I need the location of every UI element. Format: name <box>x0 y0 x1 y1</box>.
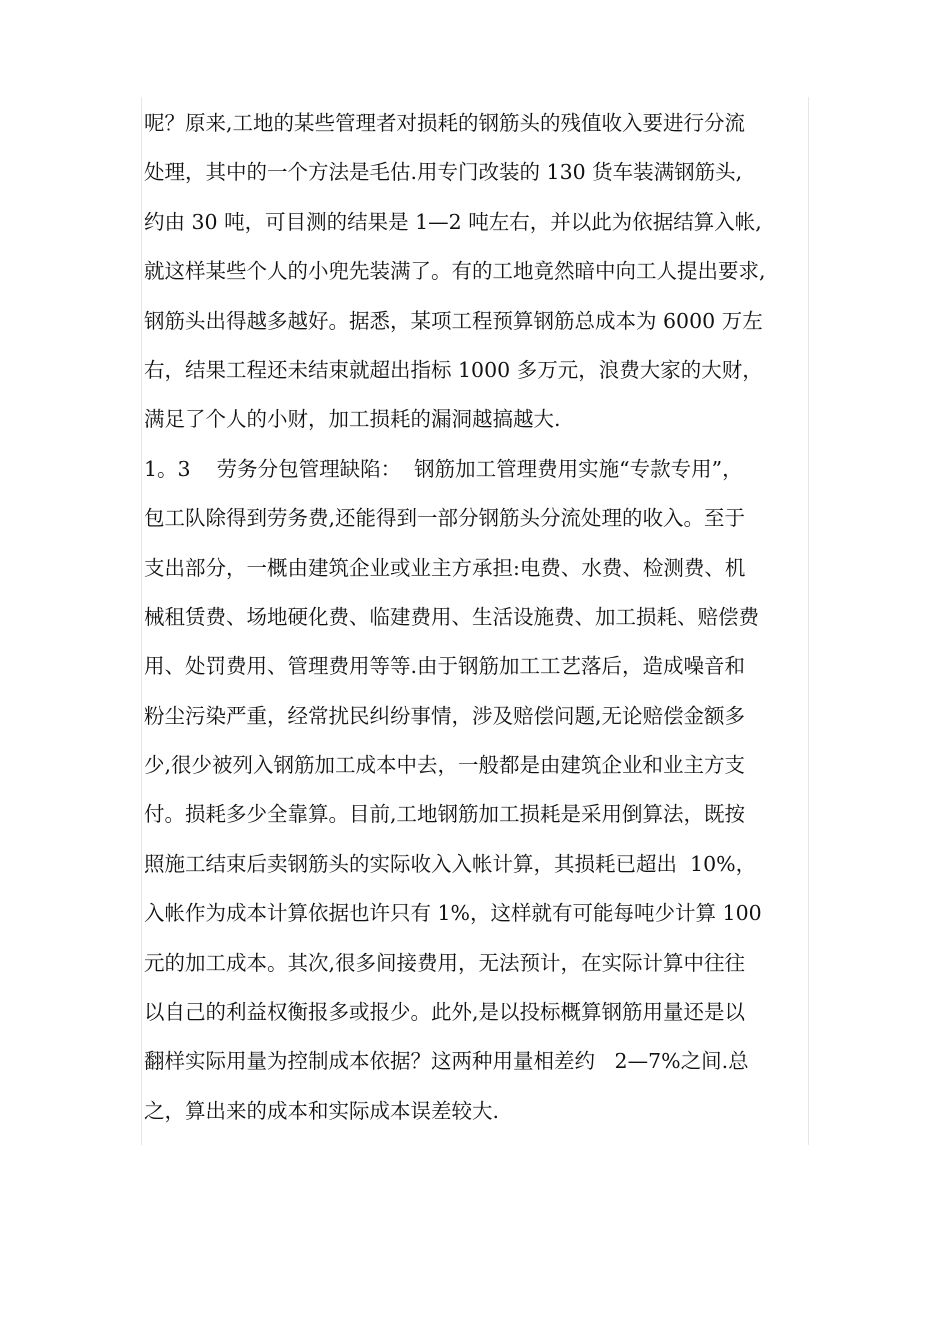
text-line: 包工队除得到劳务费,还能得到一部分钢筋头分流处理的收入。至于 <box>144 506 746 531</box>
text-line: 以自己的利益权衡报多或报少。此外,是以投标概算钢筋用量还是以 <box>144 1000 746 1025</box>
text-line: 元的加工成本。其次,很多间接费用，无法预计，在实际计算中往往 <box>144 950 746 975</box>
text-line: 械租赁费、场地硬化费、临建费用、生活设施费、加工损耗、赔偿费 <box>144 604 759 629</box>
text-line: 右，结果工程还未结束就超出指标 1000 多万元，浪费大家的大财， <box>144 357 763 382</box>
text-line: 就这样某些个人的小兜先装满了。有的工地竟然暗中向工人提出要求, <box>144 259 766 284</box>
text-line: 少,很少被列入钢筋加工成本中去，一般都是由建筑企业和业主方支 <box>144 753 746 778</box>
body-text <box>144 104 814 1141</box>
text-line: 用、处罚费用、管理费用等等.由于钢筋加工工艺落后，造成噪音和 <box>144 654 746 679</box>
text-line: 之，算出来的成本和实际成本误差较大. <box>144 1098 500 1123</box>
section-heading-line: 1。3 劳务分包管理缺陷： 钢筋加工管理费用实施“专款专用”， <box>144 456 743 481</box>
text-line: 支出部分，一概由建筑企业或业主方承担:电费、水费、检测费、机 <box>144 555 746 580</box>
text-line: 粉尘污染严重，经常扰民纠纷事情，涉及赔偿问题,无论赔偿金额多 <box>144 703 746 728</box>
text-line: 钢筋头出得越多越好。据悉，某项工程预算钢筋总成本为 6000 万左 <box>144 308 763 333</box>
text-line: 照施工结束后卖钢筋头的实际收入入帐计算，其损耗已超出 10%， <box>144 851 757 876</box>
text-line: 翻样实际用量为控制成本依据？这两种用量相差约 2—7%之间.总 <box>144 1049 749 1074</box>
text-line: 入帐作为成本计算依据也许只有 1%，这样就有可能每吨少计算 100 <box>144 901 762 926</box>
left-margin-line <box>141 97 142 1145</box>
text-line: 处理，其中的一个方法是毛估.用专门改装的 130 货车装满钢筋头, <box>144 160 743 185</box>
text-line: 约由 30 吨，可目测的结果是 1—2 吨左右，并以此为依据结算入帐, <box>144 209 762 234</box>
text-line: 满足了个人的小财，加工损耗的漏洞越搞越大. <box>144 407 561 432</box>
text-line: 呢？原来,工地的某些管理者对损耗的钢筋头的残值收入要进行分流 <box>144 111 746 135</box>
text-line: 付。损耗多少全靠算。目前,工地钢筋加工损耗是采用倒算法，既按 <box>144 802 746 827</box>
